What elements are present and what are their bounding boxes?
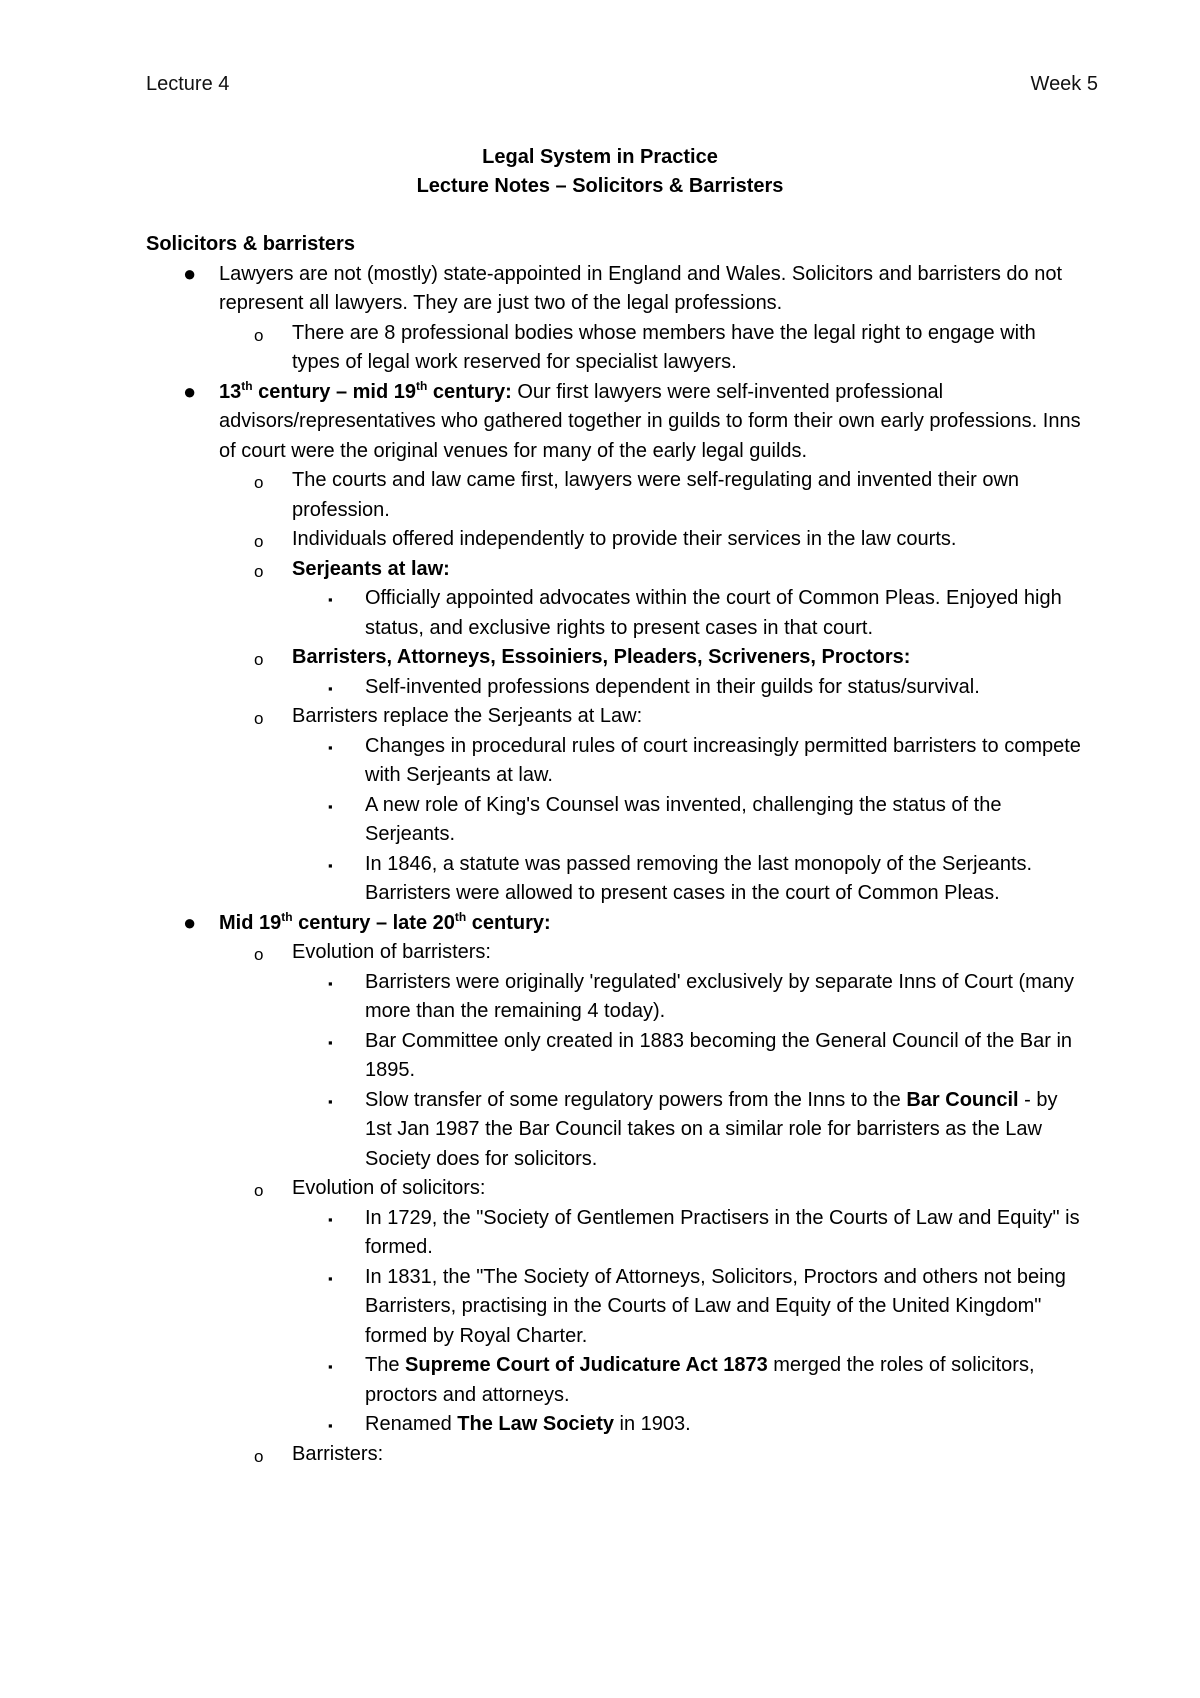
list-item xyxy=(146,260,1086,378)
list-item xyxy=(292,850,1086,909)
section-heading: Solicitors & barristers xyxy=(146,233,355,255)
bullet-list-level-3 xyxy=(292,968,1086,1175)
bullet-circle-icon: o xyxy=(254,473,264,492)
list-item xyxy=(219,1440,1086,1470)
list-item-text: Officially appointed advocates within the court of Common Pleas. Enjoyed high status, and exclusive rights to present cases in that court. xyxy=(365,587,1062,639)
document-body xyxy=(146,230,1086,1469)
bullet-circle-icon: o xyxy=(254,325,264,345)
list-item-text: In 1831, the "The Society of Attorneys, Solicitors, Proctors and others not being Barristers, practising in the Courts of Law and Equity of the United Kingdom" formed by Royal Charter. xyxy=(365,1265,1066,1347)
list-item-text: Barristers: xyxy=(292,1442,384,1465)
list-item xyxy=(219,643,1086,702)
list-item-text: Our first lawyers were self-invented professional advisors/representatives who gathered together in guilds to form their own early professions. Inns of court were the original venues for many of the early legal guilds. xyxy=(219,380,1081,462)
list-item xyxy=(292,732,1086,791)
list-item xyxy=(292,673,1086,703)
bullet-square-icon: ▪ xyxy=(328,1211,333,1227)
bullet-circle-icon: o xyxy=(254,561,264,581)
list-item xyxy=(219,702,1086,909)
bullet-list-level-3 xyxy=(292,673,1086,703)
bullet-circle-icon: o xyxy=(254,709,264,728)
bold-term: The Law Society xyxy=(457,1413,614,1435)
bullet-square-icon: ▪ xyxy=(328,739,333,755)
list-item xyxy=(146,378,1086,909)
list-item-text: A new role of King's Counsel was invented, challenging the status of the Serjeants. xyxy=(365,793,1002,845)
list-item xyxy=(146,909,1086,1470)
era-heading: 13th century – mid 19th century: xyxy=(219,378,512,403)
list-item xyxy=(292,968,1086,1027)
list-item-text: Bar Committee only created in 1883 becoming the General Council of the Bar in 1895. xyxy=(365,1029,1073,1081)
list-item-heading: Serjeants at law: xyxy=(292,557,450,580)
list-item-text: In 1729, the "Society of Gentlemen Practisers in the Courts of Law and Equity" is formed. xyxy=(365,1206,1080,1258)
list-item-text: Self-invented professions dependent in their guilds for status/survival. xyxy=(365,675,980,698)
list-item-text: The courts and law came first, lawyers were self-regulating and invented their own profession. xyxy=(292,469,1020,521)
document-title: Legal System in Practice xyxy=(482,146,718,168)
list-item xyxy=(219,319,1086,378)
bullet-list-level-2 xyxy=(219,319,1086,378)
list-item xyxy=(219,938,1086,1174)
list-item xyxy=(219,525,1086,555)
bullet-circle-icon: o xyxy=(254,532,264,551)
list-item xyxy=(292,1027,1086,1086)
bullet-square-icon: ▪ xyxy=(328,857,333,873)
bullet-list-level-3 xyxy=(292,1204,1086,1440)
era-heading: Mid 19th century – late 20th century: xyxy=(219,909,551,934)
list-item-text: In 1846, a statute was passed removing the last monopoly of the Serjeants. Barristers were allowed to present cases in the court of Common Pleas. xyxy=(365,852,1033,904)
list-item xyxy=(219,555,1086,644)
bullet-square-icon: ▪ xyxy=(328,1359,333,1374)
list-item: ▪ The Supreme Court of Judicature Act 1873 merged the roles of solicitors, proctors and attorneys. xyxy=(328,1354,1035,1406)
document-subtitle: Lecture Notes – Solicitors & Barristers xyxy=(416,175,784,197)
list-item-text: Barristers replace the Serjeants at Law: xyxy=(292,705,643,727)
header-lecture: Lecture 4 xyxy=(146,73,230,95)
list-item xyxy=(219,1174,1086,1440)
bullet-list-level-2 xyxy=(219,938,1086,1469)
list-item xyxy=(292,584,1086,643)
list-item: ▪ Renamed The Law Society in 1903. xyxy=(292,1410,1086,1440)
bullet-list-level-3 xyxy=(292,732,1086,909)
bullet-circle-icon: o xyxy=(254,650,264,669)
list-item-text: Barristers were originally 'regulated' exclusively by separate Inns of Court (many more than the remaining 4 today). xyxy=(365,970,1075,1022)
bullet-dot-icon: ● xyxy=(183,378,197,404)
bullet-square-icon: ▪ xyxy=(328,1270,333,1286)
bullet-square-icon: ▪ xyxy=(328,1034,333,1050)
bullet-square-icon: ▪ xyxy=(328,1093,333,1109)
bullet-list-level-3 xyxy=(292,584,1086,643)
bullet-circle-icon: o xyxy=(254,945,264,964)
bullet-square-icon: ▪ xyxy=(328,1418,333,1433)
list-item xyxy=(292,791,1086,850)
bullet-circle-icon: o xyxy=(254,1181,264,1200)
list-item: ▪ Slow transfer of some regulatory powers from the Inns to the Bar Council - by 1st Jan 1987 the Bar Council takes on a similar role for barristers as the Law Society does for solicitors. xyxy=(328,1088,1058,1170)
list-item-text: Lawyers are not (mostly) state-appointed in England and Wales. Solicitors and barristers do not represent all lawyers. They are just two of the legal professions. xyxy=(219,262,1063,314)
bold-term: Bar Council xyxy=(906,1088,1019,1111)
list-item-text: Individuals offered independently to provide their services in the law courts. xyxy=(292,528,957,550)
list-item-text: Evolution of barristers: xyxy=(292,941,491,963)
header-week: Week 5 xyxy=(1030,73,1098,95)
bullet-circle-icon: o xyxy=(254,1446,264,1466)
list-item xyxy=(292,1204,1086,1263)
bullet-list-level-1 xyxy=(146,260,1086,1470)
bullet-dot-icon: ● xyxy=(183,260,197,286)
list-item-text: There are 8 professional bodies whose members have the legal right to engage with types of legal work reserved for specialist lawyers. xyxy=(292,321,1036,373)
title-block xyxy=(0,143,1200,201)
bullet-list-level-2 xyxy=(219,466,1086,909)
list-item-heading: Barristers, Attorneys, Essoiniers, Pleaders, Scriveners, Proctors: xyxy=(292,646,911,668)
list-item-text: Evolution of solicitors: xyxy=(292,1177,486,1199)
list-item xyxy=(219,466,1086,525)
bold-term: Supreme Court of Judicature Act 1873 xyxy=(405,1354,768,1376)
bullet-square-icon: ▪ xyxy=(328,592,333,607)
bullet-square-icon: ▪ xyxy=(328,975,333,991)
bullet-dot-icon: ● xyxy=(183,909,197,935)
list-item-text: Changes in procedural rules of court increasingly permitted barristers to compete with Serjeants at law. xyxy=(365,734,1081,786)
bullet-square-icon: ▪ xyxy=(328,798,333,814)
list-item xyxy=(292,1263,1086,1352)
bullet-square-icon: ▪ xyxy=(328,680,333,696)
